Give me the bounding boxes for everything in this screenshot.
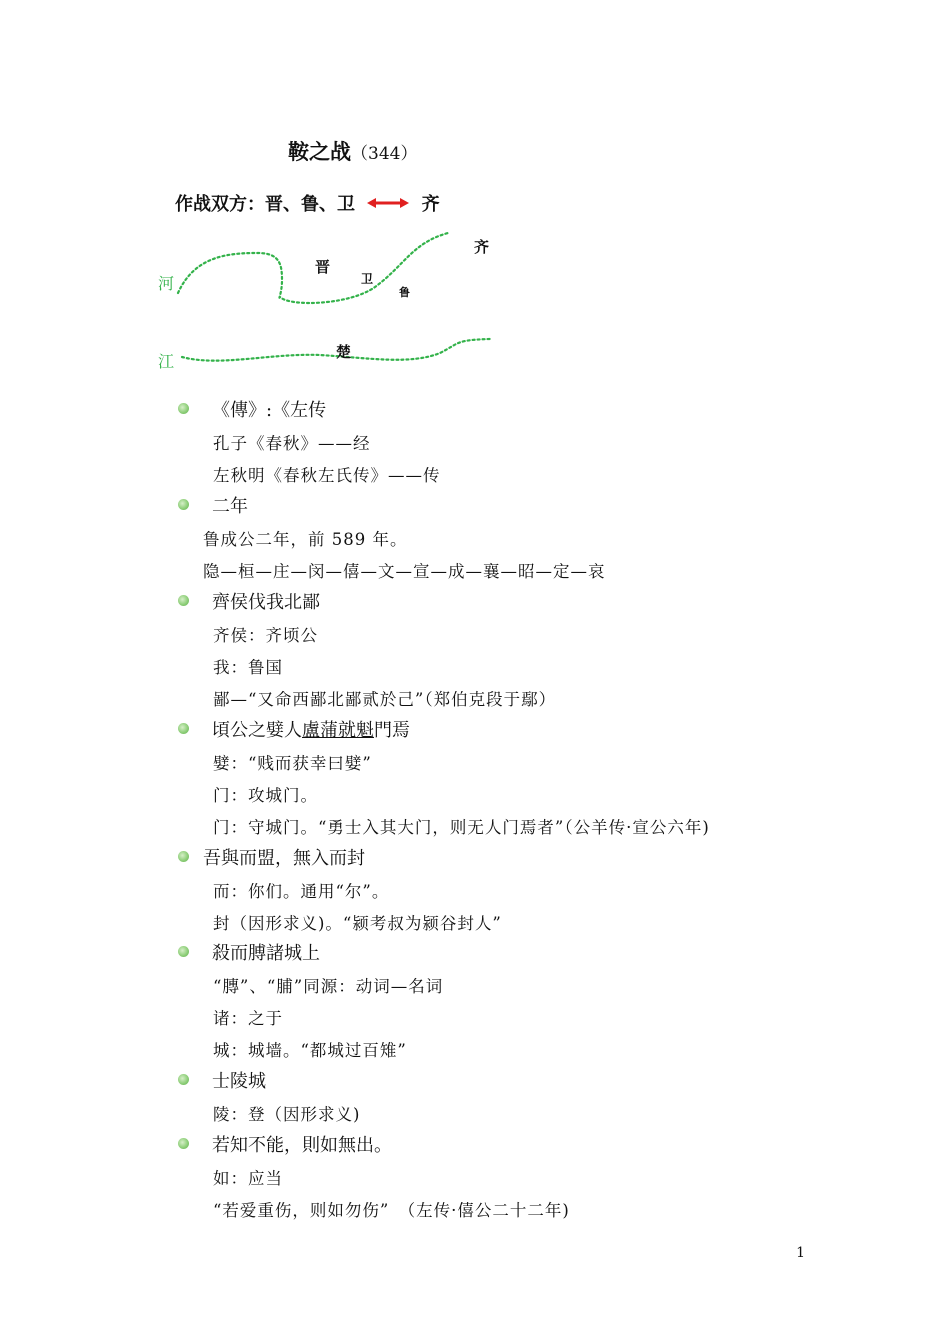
note-line: 我：鲁国 [213, 658, 283, 677]
page-number: 1 [796, 1245, 805, 1261]
note-head-7: 士陵城 [212, 1071, 266, 1092]
note-head-4 [212, 716, 410, 742]
note-line: 门：攻城门。 [213, 786, 318, 805]
bullet-icon [178, 723, 189, 734]
note-line: 城：城墙。“都城过百雉” [213, 1041, 407, 1060]
note-line: 门：守城门。“勇士入其大门，则无人门焉者”（公羊传·宣公六年) [213, 818, 710, 837]
bullet-icon [178, 403, 189, 414]
bullet-icon [178, 595, 189, 606]
note-head-5: 吾與而盟，無入而封 [203, 848, 365, 869]
combatants-right: 齐 [421, 194, 440, 215]
bullet-icon [178, 851, 189, 862]
note-line: 鄙—“又命西鄙北鄙贰於己”（郑伯克段于鄢） [213, 690, 557, 709]
bullet-icon [178, 1074, 189, 1085]
note-line: 隐—桓—庄—闵—僖—文—宣—成—襄—昭—定—哀 [203, 562, 606, 581]
title-number: （344） [351, 144, 418, 164]
double-arrow-icon [367, 197, 409, 209]
battle-map [150, 225, 500, 375]
bullet-icon [178, 499, 189, 510]
note-head-8: 若知不能，則如無出。 [212, 1135, 392, 1156]
note-line: “若爱重伤，则如勿伤” （左传·僖公二十二年) [213, 1201, 570, 1220]
bullet-icon [178, 1138, 189, 1149]
note-head-3: 齊侯伐我北鄙 [212, 592, 320, 613]
note-line: 如：应当 [213, 1169, 283, 1188]
river-jiang-label: 江 [158, 352, 175, 371]
state-jin-label: 晋 [315, 258, 331, 276]
note-line: 鲁成公二年，前 589 年。 [203, 530, 408, 549]
note-line: 而：你们。通用“尔”。 [213, 882, 390, 901]
underlined-name: 盧蒲就魁 [302, 720, 374, 741]
note-line: 陵：登（因形求义) [213, 1105, 361, 1124]
combatants-line [175, 190, 440, 216]
state-lu-label: 鲁 [399, 286, 410, 299]
state-wei-label: 卫 [361, 272, 374, 286]
note-head-2: 二年 [212, 496, 248, 517]
state-qi-label: 齐 [474, 238, 490, 256]
river-lines [150, 225, 500, 375]
note-line: “膞”、“脯”同源：动词—名词 [213, 977, 444, 996]
note-head-6: 殺而膊諸城上 [212, 943, 320, 964]
note-line: 嬖：“贱而获幸曰嬖” [213, 754, 372, 773]
note-line: 诸：之于 [213, 1009, 283, 1028]
note-head-1: 《傳》:《左传 [212, 400, 327, 421]
bullet-icon [178, 946, 189, 957]
page-title [288, 136, 417, 166]
note-line: 左秋明《春秋左氏传》——传 [213, 466, 441, 485]
title-main: 鞍之战 [288, 140, 351, 164]
state-chu-label: 楚 [336, 343, 352, 361]
note-head-text: 門焉 [374, 720, 410, 741]
river-he-label: 河 [158, 274, 175, 293]
note-line: 封（因形求义)。“颍考叔为颍谷封人” [213, 914, 502, 933]
note-line: 孔子《春秋》——经 [213, 434, 371, 453]
note-head-text: 頃公之嬖人 [212, 720, 302, 741]
note-line: 齐侯：齐顷公 [213, 626, 318, 645]
combatants-left: 作战双方：晋、鲁、卫 [175, 194, 355, 215]
